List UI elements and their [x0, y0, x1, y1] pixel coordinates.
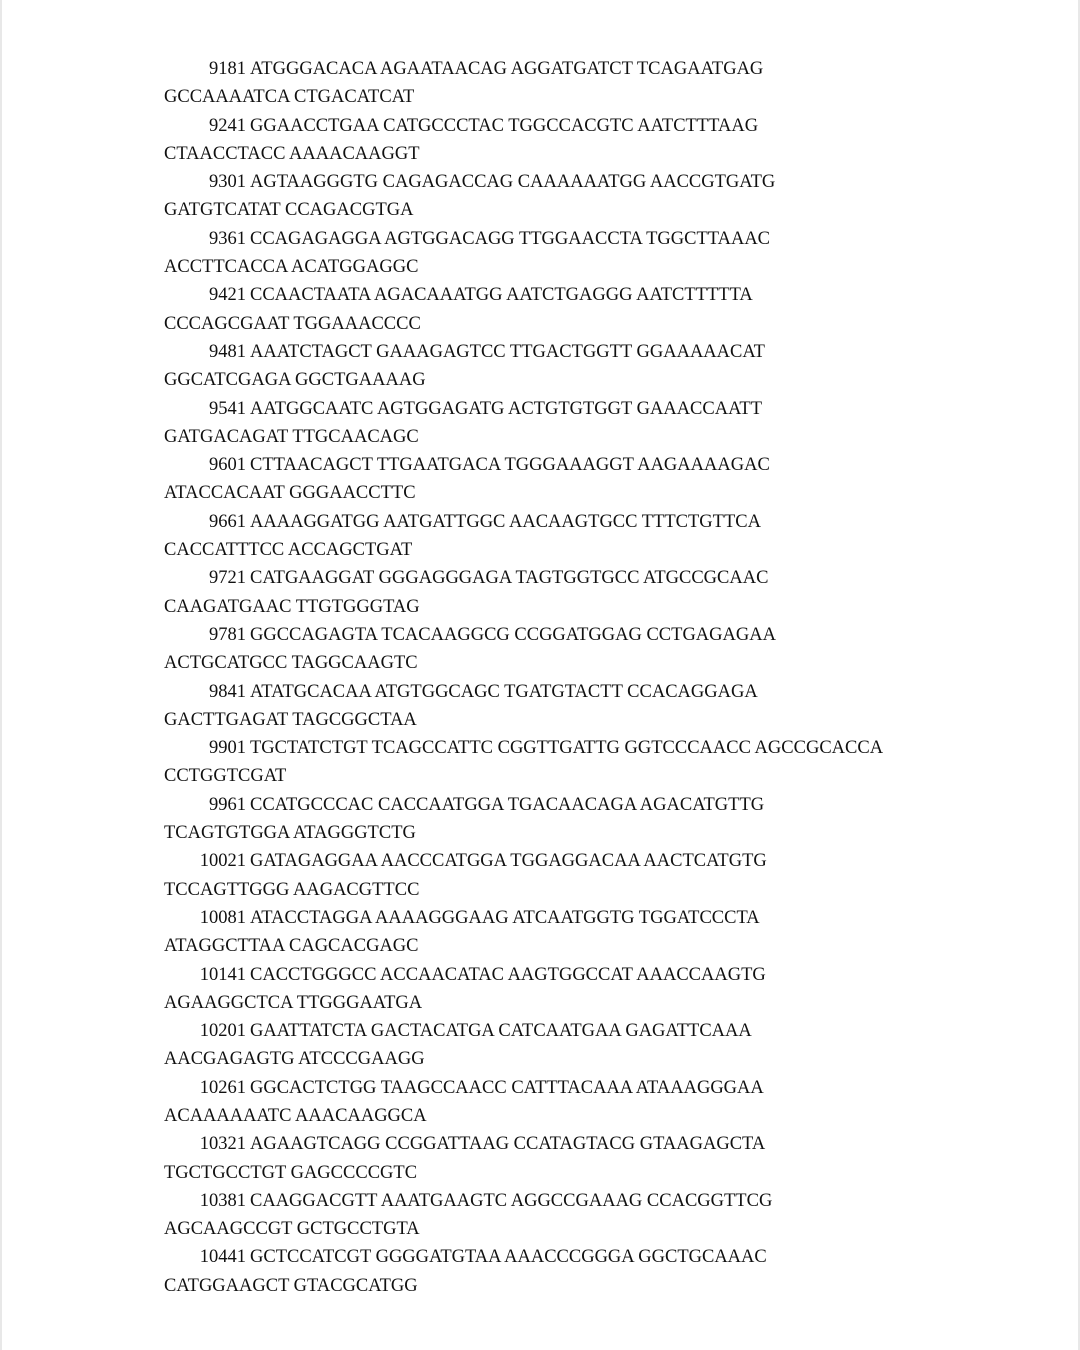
sequence-line-continuation: GATGTCATAT CCAGACGTGA [164, 200, 414, 221]
position-number: 10441 [199, 1247, 246, 1268]
sequence-bases: AAAAGGATGG AATGATTGGC AACAAGTGCC TTTCTGTTCA [250, 511, 761, 532]
sequence-block [164, 338, 1044, 395]
sequence-block [164, 961, 1044, 1018]
sequence-block [164, 281, 1044, 338]
sequence-line-continuation: AGCAAGCCGT GCTGCCTGTA [164, 1219, 420, 1240]
sequence-line-continuation: CAAGATGAAC TTGTGGGTAG [164, 596, 420, 617]
position-number: 10081 [199, 907, 246, 928]
position-number: 10021 [199, 851, 246, 872]
sequence-line-continuation: CCTGGTCGAT [164, 766, 287, 787]
sequence-block [164, 791, 1044, 848]
sequence-line-first [164, 1017, 1044, 1045]
position-number: 10321 [199, 1134, 246, 1155]
position-number: 9181 [209, 59, 246, 79]
sequence-bases: AGAAGTCAGG CCGGATTAAG CCATAGTACG GTAAGAGCTA [250, 1134, 766, 1155]
position-number: 10261 [199, 1077, 246, 1098]
sequence-line-first [164, 55, 1044, 83]
sequence-line-first [164, 281, 1044, 309]
sequence-line-continuation: GATGACAGAT TTGCAACAGC [164, 426, 419, 447]
sequence-bases: GGCCAGAGTA TCACAAGGCG CCGGATGGAG CCTGAGAGAA [250, 624, 776, 645]
sequence-bases: ATGGGACACA AGAATAACAG AGGATGATCT TCAGAATGAG [250, 59, 764, 79]
sequence-line-first [164, 395, 1044, 423]
position-number: 9421 [209, 285, 246, 306]
sequence-line-continuation: AGAAGGCTCA TTGGGAATGA [164, 992, 423, 1013]
sequence-document [164, 55, 1044, 1300]
sequence-line-first [164, 734, 1044, 762]
sequence-line-continuation: AACGAGAGTG ATCCCGAAGG [164, 1049, 425, 1070]
position-number: 9481 [209, 341, 246, 362]
sequence-block [164, 621, 1044, 678]
sequence-line-continuation: CCCAGCGAAT TGGAAACCCC [164, 313, 421, 334]
sequence-line-continuation: CACCATTTCC ACCAGCTGAT [164, 540, 413, 561]
sequence-bases: CAAGGACGTT AAATGAAGTC AGGCCGAAAG CCACGGTTCG [250, 1190, 773, 1211]
sequence-line-continuation: ACTGCATGCC TAGGCAAGTC [164, 653, 418, 674]
sequence-block [164, 1243, 1044, 1300]
position-number: 9961 [209, 794, 246, 815]
sequence-bases: GCTCCATCGT GGGGATGTAA AAACCCGGGA GGCTGCAAAC [250, 1247, 767, 1268]
sequence-block [164, 508, 1044, 565]
sequence-block [164, 55, 1044, 112]
sequence-block [164, 847, 1044, 904]
sequence-line-continuation: GACTTGAGAT TAGCGGCTAA [164, 709, 417, 730]
sequence-bases: CCAACTAATA AGACAAATGG AATCTGAGGG AATCTTTTTA [250, 285, 753, 306]
position-number: 10381 [199, 1190, 246, 1211]
sequence-bases: GGCACTCTGG TAAGCCAACC CATTTACAAA ATAAAGGGAA [250, 1077, 764, 1098]
sequence-block [164, 225, 1044, 282]
position-number: 10201 [199, 1021, 246, 1042]
sequence-line-continuation: ACCTTCACCA ACATGGAGGC [164, 257, 419, 278]
sequence-line-first [164, 508, 1044, 536]
position-number: 9781 [209, 624, 246, 645]
sequence-block [164, 564, 1044, 621]
position-number: 9361 [209, 228, 246, 249]
sequence-line-first [164, 1187, 1044, 1215]
sequence-block [164, 395, 1044, 452]
sequence-bases: AATGGCAATC AGTGGAGATG ACTGTGTGGT GAAACCAATT [250, 398, 763, 419]
sequence-line-first [164, 451, 1044, 479]
sequence-block [164, 1130, 1044, 1187]
position-number: 9661 [209, 511, 246, 532]
position-number: 9301 [209, 172, 246, 193]
sequence-block [164, 112, 1044, 169]
sequence-line-first [164, 564, 1044, 592]
position-number: 9601 [209, 455, 246, 476]
position-number: 10141 [199, 964, 246, 985]
sequence-line-continuation: TCAGTGTGGA ATAGGGTCTG [164, 823, 416, 844]
sequence-bases: CTTAACAGCT TTGAATGACA TGGGAAAGGT AAGAAAAGAC [250, 455, 770, 476]
sequence-line-first [164, 847, 1044, 875]
sequence-bases: AGTAAGGGTG CAGAGACCAG CAAAAAATGG AACCGTGATG [250, 172, 776, 193]
sequence-line-continuation: GGCATCGAGA GGCTGAAAAG [164, 370, 426, 391]
sequence-line-first [164, 112, 1044, 140]
sequence-block [164, 1017, 1044, 1074]
sequence-bases: ATATGCACAA ATGTGGCAGC TGATGTACTT CCACAGGAGA [250, 681, 758, 702]
sequence-line-continuation: ATACCACAAT GGGAACCTTC [164, 483, 416, 504]
position-number: 9901 [209, 738, 246, 759]
sequence-bases: TGCTATCTGT TCAGCCATTC CGGTTGATTG GGTCCCAACC AGCCGCACCA [250, 738, 884, 759]
sequence-block [164, 734, 1044, 791]
sequence-line-first [164, 791, 1044, 819]
sequence-line-first [164, 1130, 1044, 1158]
sequence-block [164, 678, 1044, 735]
sequence-block [164, 1187, 1044, 1244]
sequence-line-first [164, 1074, 1044, 1102]
sequence-bases: CCATGCCCAC CACCAATGGA TGACAACAGA AGACATGTTG [250, 794, 765, 815]
sequence-bases: CACCTGGGCC ACCAACATAC AAGTGGCCAT AAACCAAGTG [250, 964, 766, 985]
sequence-bases: CATGAAGGAT GGGAGGGAGA TAGTGGTGCC ATGCCGCAAC [250, 568, 769, 589]
sequence-line-first [164, 225, 1044, 253]
page-edge-left [0, 0, 2, 1350]
sequence-line-continuation: TGCTGCCTGT GAGCCCCGTC [164, 1162, 418, 1183]
position-number: 9541 [209, 398, 246, 419]
sequence-line-continuation: CATGGAAGCT GTACGCATGG [164, 1275, 418, 1296]
sequence-block [164, 904, 1044, 961]
sequence-line-first [164, 904, 1044, 932]
sequence-block [164, 451, 1044, 508]
sequence-block [164, 168, 1044, 225]
sequence-line-continuation: TCCAGTTGGG AAGACGTTCC [164, 879, 420, 900]
position-number: 9841 [209, 681, 246, 702]
sequence-bases: GAATTATCTA GACTACATGA CATCAATGAA GAGATTCAAA [250, 1021, 752, 1042]
sequence-line-first [164, 621, 1044, 649]
sequence-bases: AAATCTAGCT GAAAGAGTCC TTGACTGGTT GGAAAAACAT [250, 341, 765, 362]
sequence-line-continuation: GCCAAAATCA CTGACATCAT [164, 87, 415, 108]
sequence-bases: GGAACCTGAA CATGCCCTAC TGGCCACGTC AATCTTTAAG [250, 115, 759, 136]
sequence-line-first [164, 168, 1044, 196]
sequence-line-first [164, 1243, 1044, 1271]
sequence-bases: GATAGAGGAA AACCCATGGA TGGAGGACAA AACTCATGTG [250, 851, 767, 872]
sequence-line-first [164, 961, 1044, 989]
sequence-line-continuation: CTAACCTACC AAAACAAGGT [164, 143, 420, 164]
sequence-bases: ATACCTAGGA AAAAGGGAAG ATCAATGGTG TGGATCCCTA [250, 907, 760, 928]
position-number: 9721 [209, 568, 246, 589]
sequence-line-continuation: ACAAAAAATC AAACAAGGCA [164, 1105, 427, 1126]
sequence-bases: CCAGAGAGGA AGTGGACAGG TTGGAACCTA TGGCTTAAAC [250, 228, 771, 249]
sequence-line-first [164, 338, 1044, 366]
sequence-block [164, 1074, 1044, 1131]
sequence-line-continuation: ATAGGCTTAA CAGCACGAGC [164, 936, 419, 957]
position-number: 9241 [209, 115, 246, 136]
sequence-line-first [164, 678, 1044, 706]
